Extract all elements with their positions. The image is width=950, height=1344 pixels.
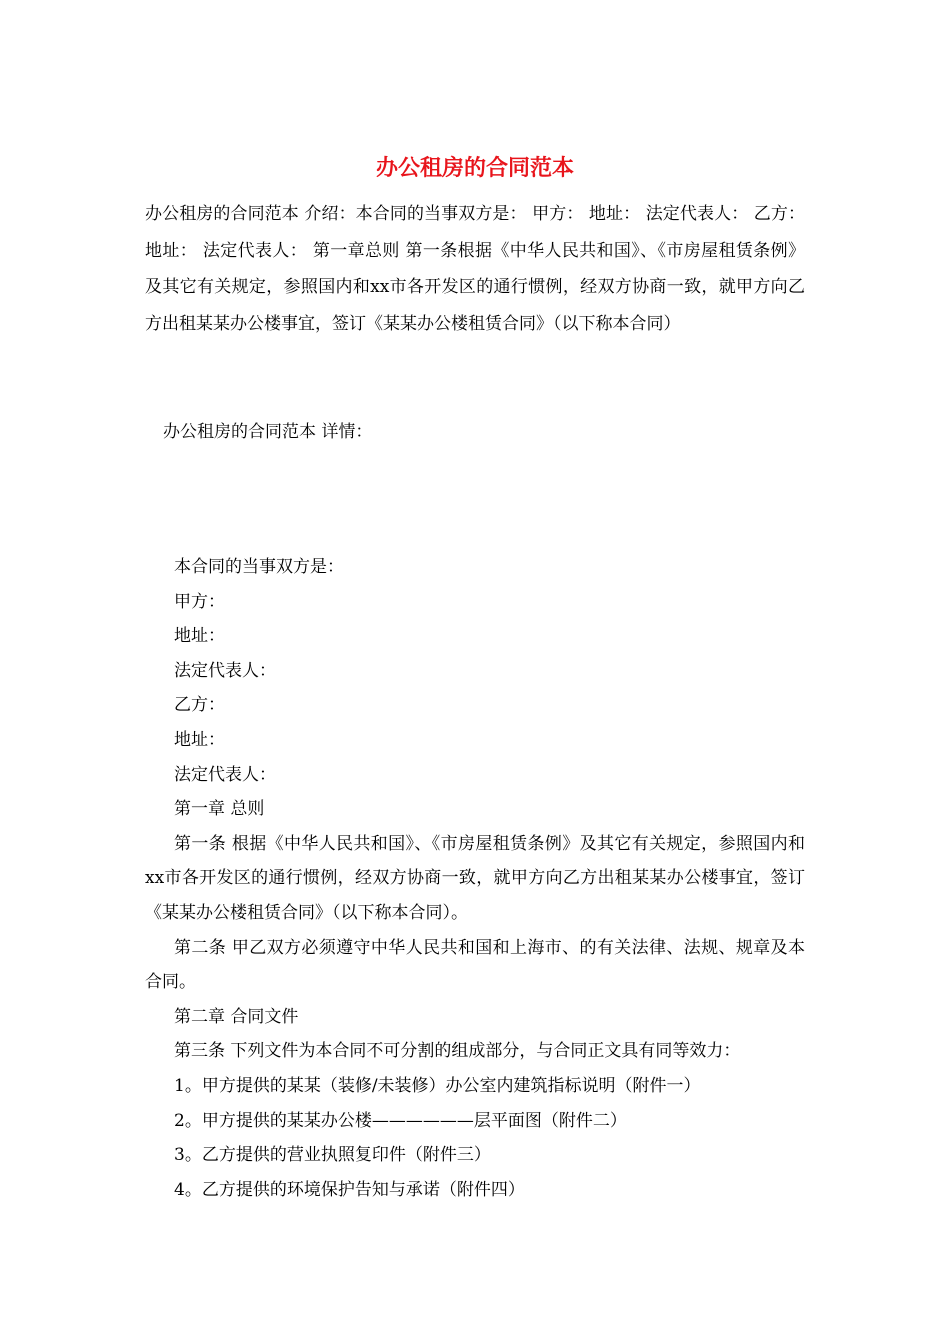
chapter-2-heading: 第二章 合同文件: [174, 1006, 299, 1027]
party-a-legal-rep-label: 法定代表人：: [174, 660, 276, 681]
party-b-label: 乙方：: [174, 695, 225, 716]
list-item: 4。乙方提供的环境保护告知与承诺（附件四）: [174, 1179, 525, 1200]
party-b-address-label: 地址：: [174, 729, 225, 750]
article-1: 第一条 根据《中华人民共和国》、《市房屋租赁条例》及其它有关规定，参照国内和xx市各开发区的通行惯例，经双方协商一致，就甲方向乙方出租某某办公楼事宜，签订《某某办公楼租赁合同》（以下称本合同）。: [145, 833, 805, 923]
detail-label: 办公租房的合同范本 详情：: [163, 422, 373, 442]
intro-paragraph: 办公租房的合同范本 介绍：本合同的当事双方是： 甲方： 地址： 法定代表人： 乙方： 地址： 法定代表人： 第一章总则 第一条根据《中华人民共和国》、《市房屋租赁条例》及其它有关规定，参照国内和xx市各开发区的通行惯例，经双方协商一致，就甲方向乙方出租某某办公楼事宜，签订《某某办公楼租赁合同》（以下称本合同）: [145, 204, 805, 334]
party-a-address-label: 地址：: [174, 626, 225, 647]
list-item: 3。乙方提供的营业执照复印件（附件三）: [174, 1145, 491, 1166]
party-b-legal-rep-label: 法定代表人：: [174, 764, 276, 785]
contract-body: [145, 550, 805, 1207]
article-3: 第三条 下列文件为本合同不可分割的组成部分，与合同正文具有同等效力：: [174, 1041, 741, 1062]
chapter-1-heading: 第一章 总则: [174, 799, 265, 820]
list-item: 2。甲方提供的某某办公楼——————层平面图（附件二）: [174, 1110, 627, 1131]
party-a-label: 甲方：: [174, 591, 225, 612]
parties-heading: 本合同的当事双方是：: [174, 557, 344, 577]
article-2: 第二条 甲乙双方必须遵守中华人民共和国和上海市、的有关法律、法规、规章及本合同。: [145, 937, 805, 993]
document-title: 办公租房的合同范本: [375, 155, 574, 181]
list-item: 1。甲方提供的某某（装修/未装修）办公室内建筑指标说明（附件一）: [174, 1075, 701, 1096]
